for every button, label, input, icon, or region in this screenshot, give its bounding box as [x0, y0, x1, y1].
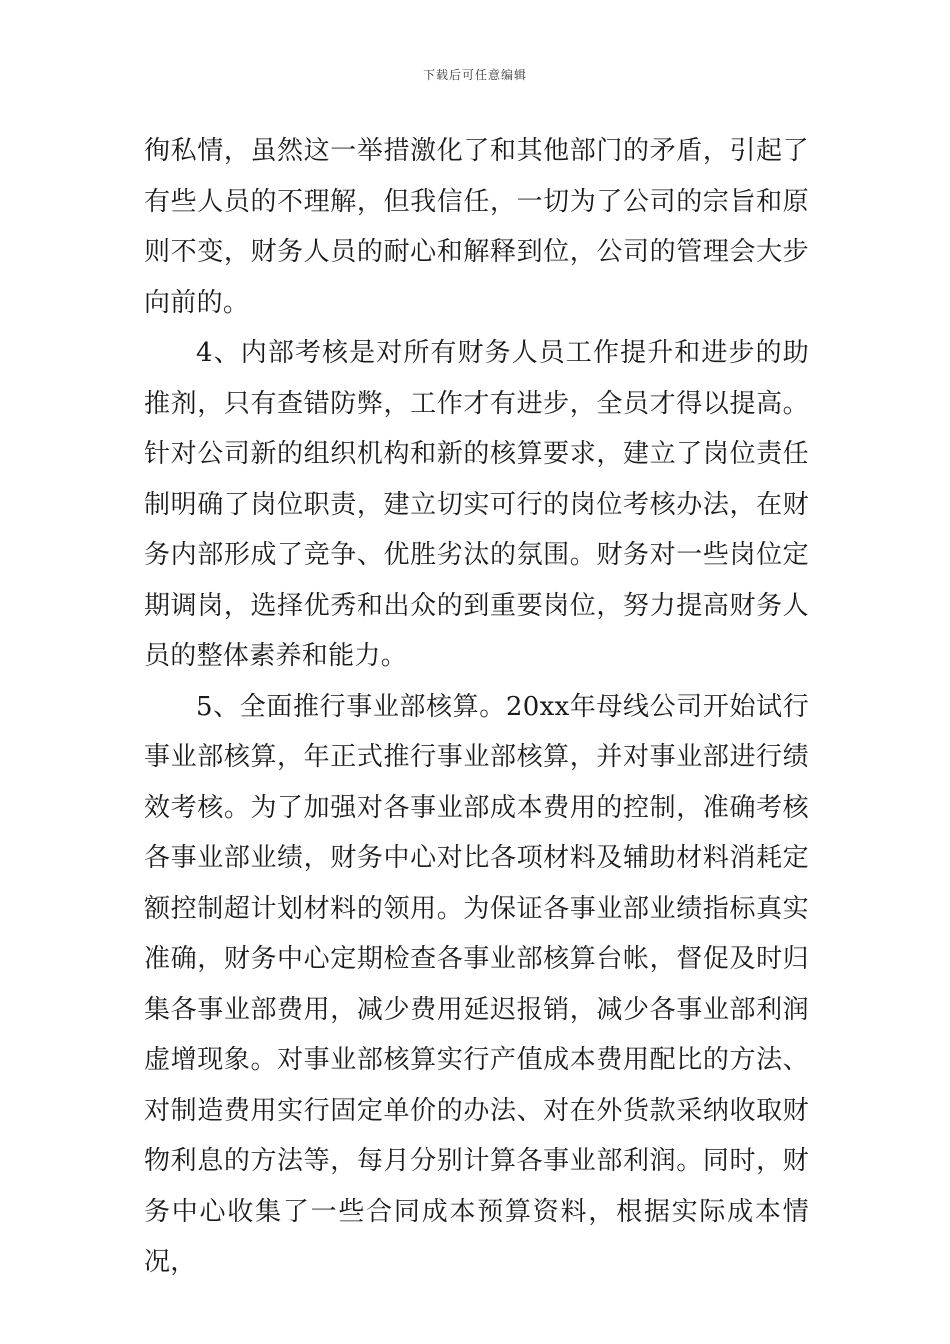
paragraph-continuation: 徇私情，虽然这一举措激化了和其他部门的矛盾，引起了有些人员的不理解，但我信任，一切为了公司的宗旨和原则不变，财务人员的耐心和解释到位，公司的管理会大步向前的。: [144, 136, 809, 318]
page-header: 下载后可任意编辑: [422, 68, 527, 82]
paragraph-division-accounting: 5、全面推行事业部核算。20xx年母线公司开始试行事业部核算，年正式推行事业部核算，并对事业部进行绩效考核。为了加强对各事业部成本费用的控制，准确考核各事业部业绩，财务中心对比各项材料及辅助材料消耗定额控制超计划材料的领用。为保证各事业部业绩指标真实准确，财务中心定期检查各事业部核算台帐，督促及时归集各事业部费用，减少费用延迟报销，减少各事业部利润虚增现象。对事业部核算实行产值成本费用配比的方法、对制造费用实行固定单价的办法、对在外货款采纳收取财物利息的方法等，每月分别计算各事业部利润。同时，财务中心收集了一些合同成本预算资料，根据实际成本情况，: [144, 691, 809, 1277]
paragraph-internal-assessment: 4、内部考核是对所有财务人员工作提升和进步的助推剂，只有查错防弊，工作才有进步，全员才得以提高。针对公司新的组织机构和新的核算要求，建立了岗位责任制明确了岗位职责，建立切实可行的岗位考核办法，在财务内部形成了竞争、优胜劣汰的氛围。财务对一些岗位定期调岗，选择优秀和出众的到重要岗位，努力提高财务人员的整体素养和能力。: [144, 338, 809, 671]
document-body: [144, 126, 809, 1288]
